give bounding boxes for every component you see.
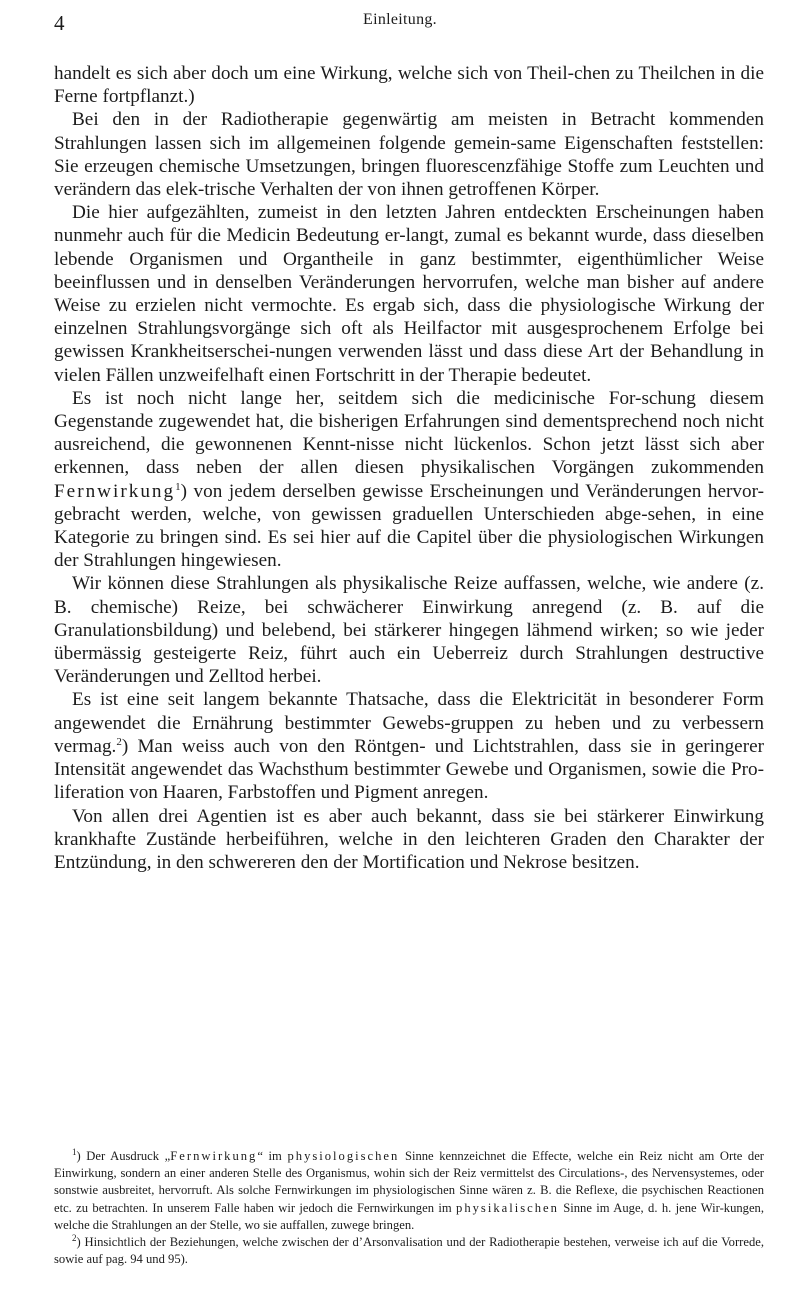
paragraph: Bei den in der Radiotherapie gegenwärtig am meisten in Betracht kommenden Strahlungen lassen sich im allgemeinen folgende gemein-same Eigenschaften feststellen: Sie erzeugen chemische Umsetzungen, bringen fluorescenzfähige Stoffe zum Leuchten und verändern das elek-trische Verhalten der von ihnen getroffenen Körper. xyxy=(54,109,764,201)
paragraph: Von allen drei Agentien ist es aber auch bekannt, dass sie bei stärkerer Einwirkung krankhafte Zustände herbeiführen, welche in den leichteren Graden den Charakter der Entzündung, in den schwereren den der Mortification und Nekrose besitzen. xyxy=(54,805,764,873)
paragraph: Wir können diese Strahlungen als physikalische Reize auffassen, welche, wie andere (z. B. chemische) Reize, bei schwächerer Einwirkung anregend (z. B. auf die Granulationsbildung) und belebend, bei stärkerer hingegen lähmend wirken; so wie jeder übermässig gesteigerte Reiz, führt auch ein Ueberreiz durch Strahlungen destructive Veränderungen und Zelltod herbei. xyxy=(54,573,764,688)
text-run: ) Man weiss auch von den Röntgen- und Lichtstrahlen, dass sie in geringerer Intensität angewendet das Wachsthum bestimmter Gewebe und Organismen, sowie die Pro-liferation von Haaren, Farbstoffen und Pigment anregen. xyxy=(54,735,764,804)
text-run: ) von jedem derselben gewisse Erscheinungen und Veränderungen hervor-gebracht werden, welche, von gewissen graduellen Unterschieden abge-sehen, in eine Kategorie zu bringen sind. Es sei hier auf die Capitel über die physiologischen Wirkungen der Strahlungen hingewiesen. xyxy=(54,480,764,572)
text-run: ) Der Ausdruck „ xyxy=(76,1149,171,1163)
footnote-reference: 1 xyxy=(175,480,181,493)
text-run: Es ist eine seit langem bekannte Thatsache, dass die Elektricität in besonderer Form angewendet die Ernährung bestimmter Gewebs-gruppen zu heben und zu verbessern vermag. xyxy=(54,689,764,757)
text-run: Sinne kennzeichnet die Effecte, welche ein Reiz nicht am Orte der Einwirkung, sondern an einer anderen Stelle des Organismus, wohin sich der Reiz vermittelst des Circulations-, des Nervensystemes, oder sonstwie ausbreitet, hervorruft. Als solche Fernwirkungen im physiologischen Sinne wären z. B. die Reflexe, die psychischen Reactionen etc. zu betrachten. In unserem Falle haben wir jedoch die Fernwirkungen im xyxy=(54,1149,764,1215)
emphasized-term: Fernwirkung xyxy=(54,480,176,502)
emphasized-term: physikalischen xyxy=(456,1200,559,1215)
paragraph: handelt es sich aber doch um eine Wirkung, welche sich von Theil-chen zu Theilchen in die Ferne fortpflanzt.) xyxy=(54,63,764,108)
footnote xyxy=(54,1234,764,1268)
emphasized-term: physiologischen xyxy=(287,1149,400,1163)
main-text xyxy=(54,62,764,874)
text-run: “ im xyxy=(257,1149,282,1163)
text-run: Es ist noch nicht lange her, seitdem sich die medicinische For-schung diesem Gegenstande zugewendet hat, die bisherigen Erfahrungen sind dementsprechend noch nicht ausreichend, die gewonnenen Kennt-nisse nicht lückenlos. Schon jetzt lässt sich aber erkennen, dass neben der allen diesen physikalischen Vorgängen zukommenden xyxy=(54,387,764,479)
paragraph xyxy=(54,387,764,573)
emphasized-term: Fernwirkung xyxy=(170,1149,258,1163)
paragraph xyxy=(54,688,764,804)
text-run: Sinne im Auge, d. h. jene Wir-kungen, welche die Strahlungen an der Stelle, wo sie auffallen, zuwege bringen. xyxy=(54,1200,764,1232)
page-number: 4 xyxy=(54,11,65,35)
footnote-marker: 1 xyxy=(72,1147,77,1157)
footnote-reference: 2 xyxy=(116,735,122,748)
footnote-marker: 2 xyxy=(72,1233,77,1244)
footnotes xyxy=(54,1148,764,1268)
paragraph: Die hier aufgezählten, zumeist in den letzten Jahren entdeckten Erscheinungen haben nunmehr auch für die Medicin Bedeutung er-langt, zumal es bekannt wurde, dass dieselben lebende Organismen und Organtheile in ganz bestimmter, eigenthümlicher Weise beeinflussen und in denselben Veränderungen hervorrufen, welche man bisher auf andere Weise zu erzielen nicht vermochte. Es ergab sich, dass die physiologische Wirkung der einzelnen Strahlungsvorgänge sich oft als Heilfactor mit ausgesprochenem Erfolge bei gewissen Krankheitserschei-nungen verwenden lässt und dass diese Art der Behandlung in vielen Fällen unzweifelhaft einen Fortschritt in der Therapie bedeutet. xyxy=(54,202,764,386)
text-run: ) Hinsichtlich der Beziehungen, welche zwischen der d’Arsonvalisation und der Radiotherapie bestehen, verweise ich auf die Vorrede, sowie auf pag. 94 und 95). xyxy=(54,1235,764,1267)
running-title: Einleitung. xyxy=(363,11,437,28)
footnote xyxy=(54,1148,764,1234)
